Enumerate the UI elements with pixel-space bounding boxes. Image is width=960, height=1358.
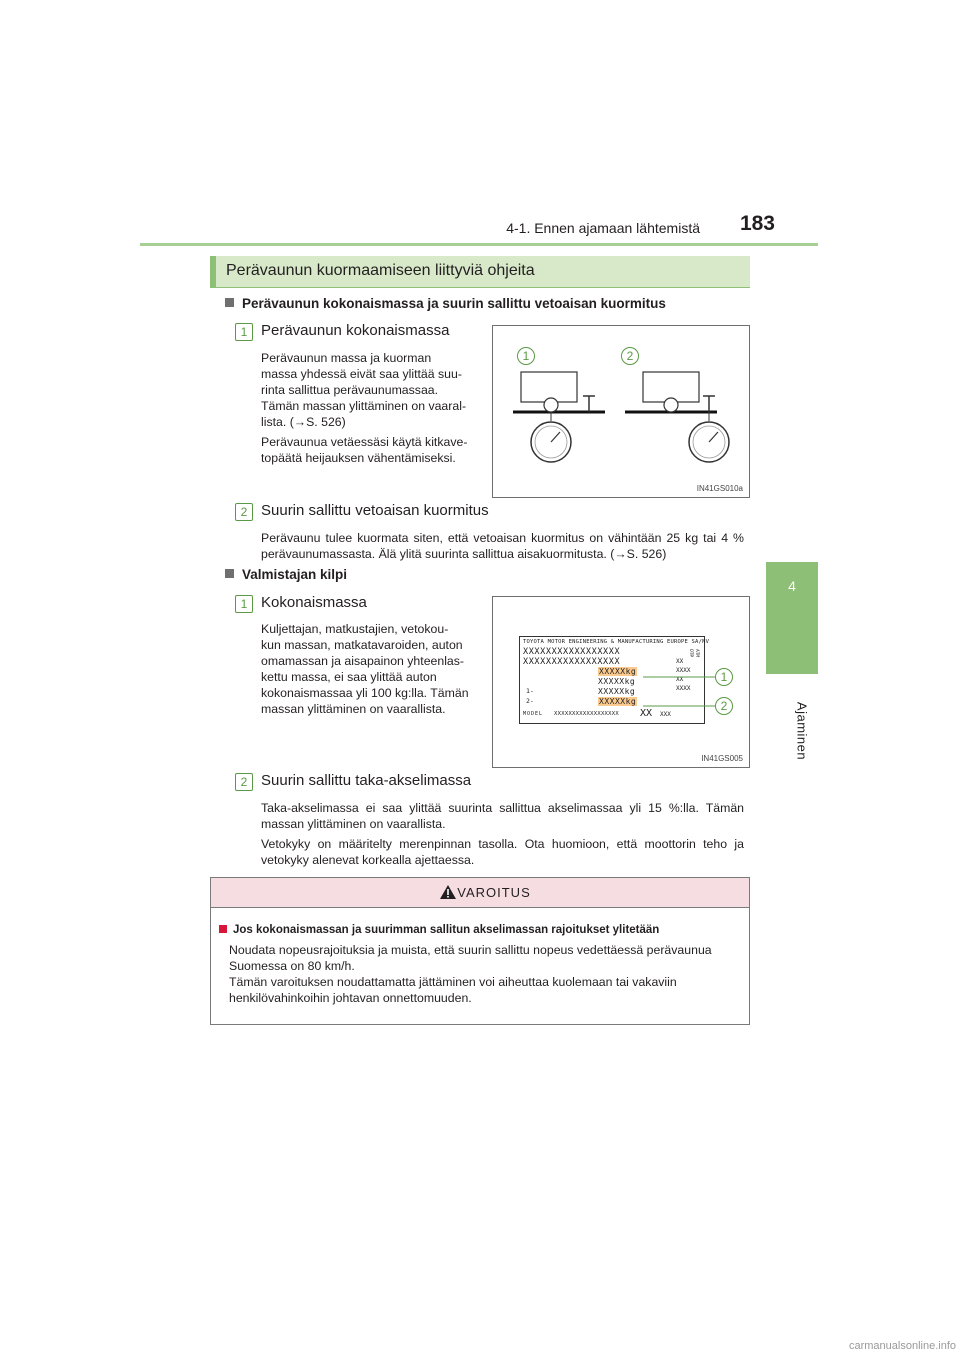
- item-title: Kokonaismassa: [261, 594, 367, 611]
- plate-kg-highlight: XXXXXkg: [599, 697, 637, 706]
- warning-line: henkilövahinkoihin johtavan onnettomuuden.: [229, 991, 472, 1005]
- plate-side-value: XXXX: [676, 685, 691, 692]
- plate-side-col: ATM: [694, 649, 699, 658]
- trailer-weight-figure: [492, 325, 750, 498]
- square-bullet-icon: [225, 298, 234, 307]
- header-rule: [140, 243, 818, 246]
- page-number: 183: [739, 212, 775, 235]
- item-number-badge: 1: [235, 323, 253, 341]
- figure-code: IN41GS010a: [696, 484, 743, 493]
- item-number-badge: 2: [235, 773, 253, 791]
- callout-1: 1: [715, 668, 733, 686]
- body-line: kun massan, matkatavaroiden, auton: [261, 638, 463, 652]
- body-line: omamassan ja aisapainon yhteenlas-: [261, 654, 465, 668]
- plate-row: XXXXXXXXXXXXXXXXX: [523, 647, 621, 657]
- plate-side-value: XXXX: [676, 667, 691, 674]
- warning-line: Suomessa on 80 km/h.: [229, 959, 355, 973]
- plate-header: TOYOTA MOTOR ENGINEERING & MANUFACTURING EUROPE SA/NV: [523, 639, 710, 645]
- callout-2: 2: [621, 347, 639, 365]
- item-body: [261, 621, 477, 717]
- plate-row: XXXXXXXXXXXXXXXXX: [523, 657, 621, 667]
- plate-side-value: XX: [676, 658, 684, 665]
- subsection-2-title: Valmistajan kilpi: [225, 567, 347, 582]
- body-line: massa yhdessä eivät saa ylittää suu-: [261, 367, 462, 381]
- item-title: Perävaunun kokonaismassa: [261, 322, 450, 339]
- body-paragraph: Taka-akselimassa ei saa ylittää suurinta sallittua akselimassaa yli 15 %:lla. Tämän massan ylittäminen on vaarallista.: [261, 801, 744, 831]
- item-body: [261, 800, 744, 872]
- warning-box: [210, 877, 750, 1025]
- callout-1: 1: [517, 347, 535, 365]
- item-number-badge: 1: [235, 595, 253, 613]
- manufacturer-plate-figure: [492, 596, 750, 768]
- section-title: Perävaunun kuormaamiseen liittyviä ohjeita: [226, 262, 535, 279]
- figure-code: IN41GS005: [701, 754, 743, 763]
- body-line: lista. (→S. 526): [261, 415, 346, 429]
- body-line: kokonaismassaa yli 100 kg:lla. Tämän: [261, 686, 469, 700]
- plate-side-col: OTP: [688, 649, 693, 658]
- red-square-bullet-icon: [219, 925, 227, 933]
- plate-model-small: XXX: [660, 711, 671, 718]
- body-line: Tämän massan ylittäminen on vaaral-: [261, 399, 467, 413]
- section-title-rule: [210, 287, 750, 288]
- body-line: Kuljettajan, matkustajien, vetokou-: [261, 622, 449, 636]
- callout-2: 2: [715, 697, 733, 715]
- warning-subtitle: Jos kokonaismassan ja suurimman sallitun akselimassan rajoitukset ylitetään: [219, 924, 659, 936]
- plate-model-label: MODEL: [523, 711, 544, 717]
- body-paragraph: Vetokyky on määritelty merenpinnan tasolla. Ota huomioon, että moottorin teho ja vetokyky alenevat korkealla ajettaessa.: [261, 837, 744, 867]
- warning-line: Tämän varoituksen noudattamatta jättäminen voi aiheuttaa kuolemaan tai vakaviin: [229, 975, 677, 989]
- plate-side-value: XX: [676, 676, 684, 683]
- chapter-tab-number: 4: [788, 578, 796, 594]
- plate-kg: XXXXXkg: [598, 677, 636, 686]
- item-title: Suurin sallittu taka-akselimassa: [261, 772, 472, 789]
- callout-leader-lines: [493, 597, 749, 767]
- body-line: Perävaunun massa ja kuorman: [261, 351, 432, 365]
- warning-line: Noudata nopeusrajoituksia ja muista, että suurin sallittu nopeus vedettäessä perävaunua: [229, 943, 712, 957]
- plate-kg-highlight: XXXXXkg: [599, 667, 637, 676]
- warning-heading: VAROITUS: [457, 885, 531, 900]
- item-title: Suurin sallittu vetoaisan kuormitus: [261, 502, 489, 519]
- chapter-side-label-text: Ajaminen: [794, 701, 810, 761]
- item-1-body: [261, 350, 477, 466]
- section-title-bar: [210, 256, 750, 287]
- square-bullet-icon: [225, 569, 234, 578]
- plate-kg: XXXXXkg: [598, 687, 636, 696]
- footer-watermark: carmanualsonline.info: [848, 1340, 956, 1352]
- plate-axle-label: 1-: [526, 687, 534, 695]
- plate-axle-label: 2-: [526, 697, 534, 705]
- body-line: massan ylittäminen on vaarallista.: [261, 702, 446, 716]
- item-number-badge: 2: [235, 503, 253, 521]
- body-line: rinta sallittua perävaunumassaa.: [261, 383, 439, 397]
- plate-model-big: XX: [640, 708, 653, 719]
- body-line: topäätä heijauksen vähentämiseksi.: [261, 451, 456, 465]
- body-line: kettu massa, ei saa ylittää auton: [261, 670, 437, 684]
- running-header-section: 4-1. Ennen ajamaan lähtemistä: [506, 220, 700, 236]
- chapter-side-label: [792, 666, 812, 796]
- warning-header: [211, 878, 749, 908]
- plate-model-value: XXXXXXXXXXXXXXXXXX: [554, 711, 620, 717]
- body-line: Perävaunua vetäessäsi käytä kitkave-: [261, 435, 468, 449]
- item-2-body: Perävaunu tulee kuormata siten, että vetoaisan kuormitus on vähintään 25 kg tai 4 % perävaunumassasta. Älä ylitä suurinta sallittua aisakuormitusta. (→S. 526): [261, 531, 744, 561]
- subsection-1-title: Perävaunun kokonaismassa ja suurin sallittu vetoaisan kuormitus: [225, 296, 666, 311]
- warning-body: [229, 942, 739, 1006]
